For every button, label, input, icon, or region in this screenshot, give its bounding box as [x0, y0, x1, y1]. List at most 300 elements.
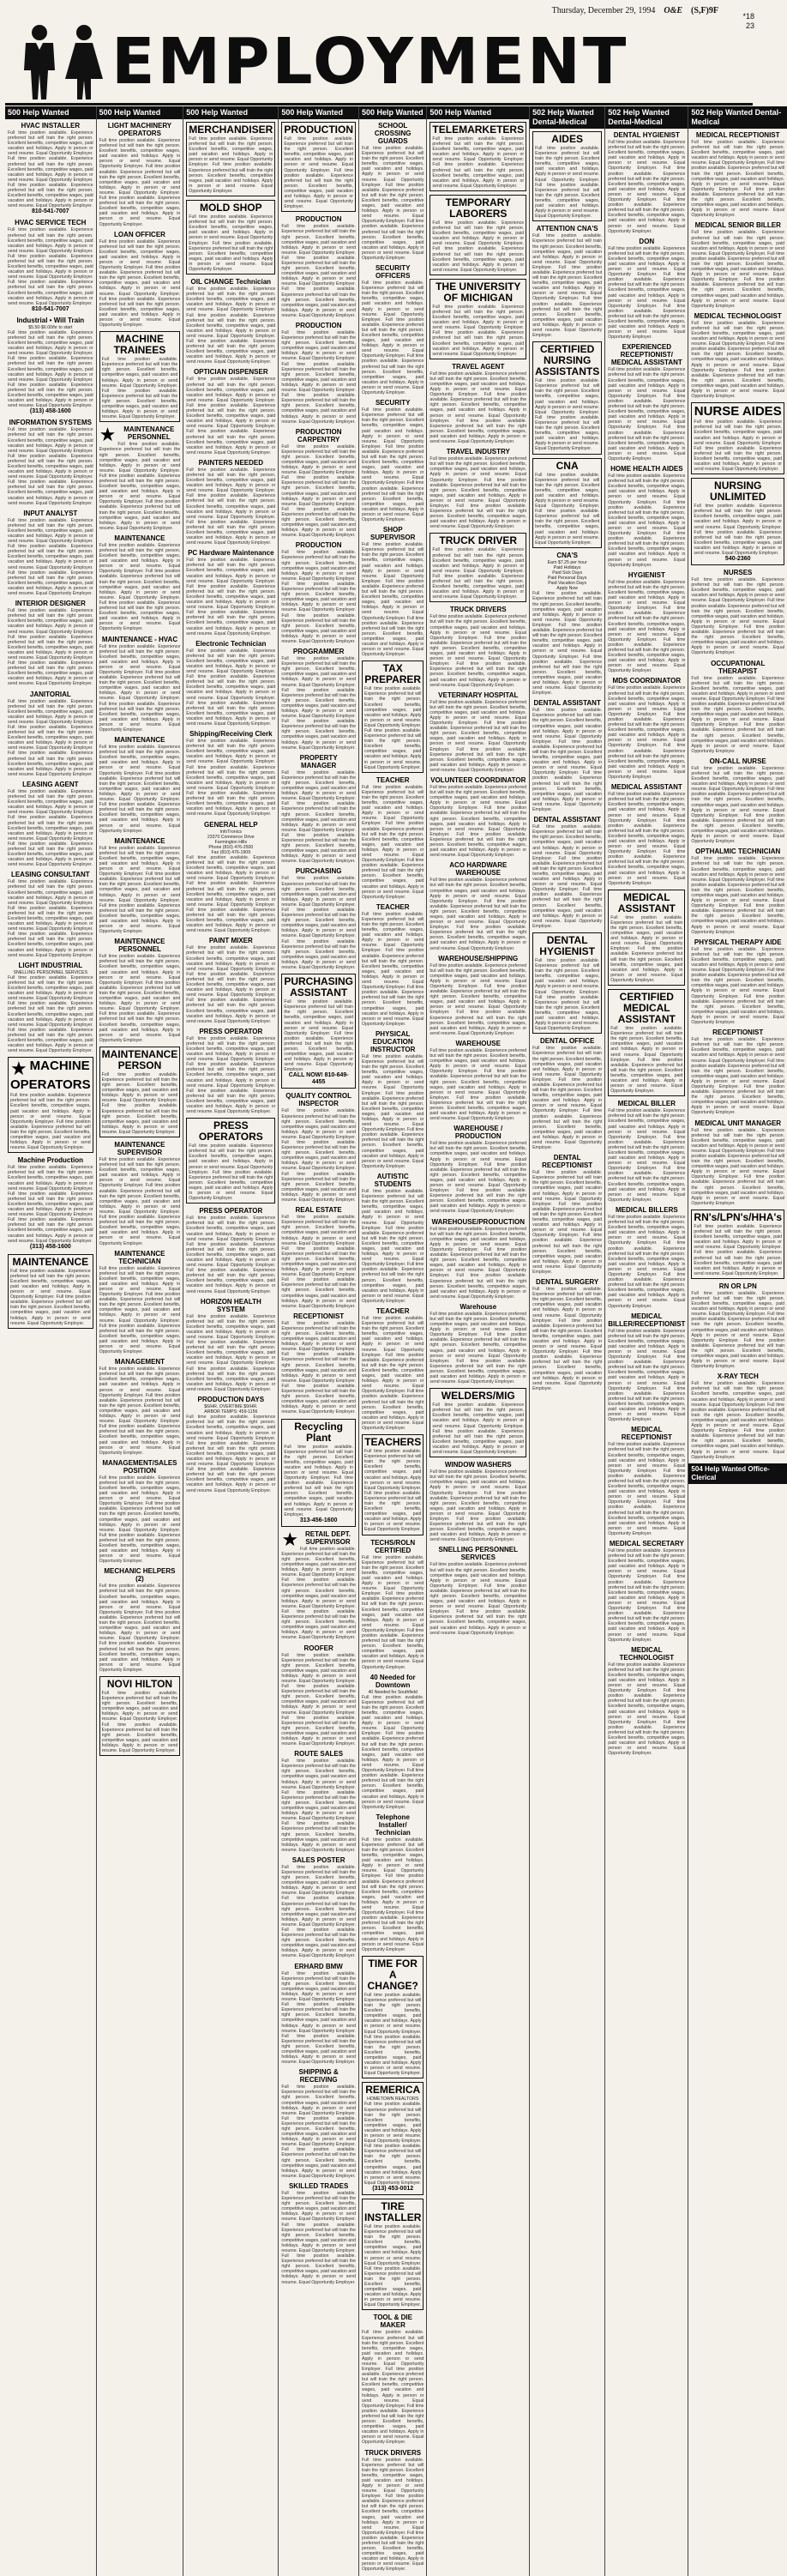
classified-ad	[691, 1372, 784, 1459]
ad-title: DENTAL OFFICE	[540, 1037, 595, 1046]
ad-body-text: Full time position available. Experience preferred but will train the right person. Excellent benefits, competitive wages, paid vacation and holidays. Apply in person or send resume. Equal Opportunity Employer. Full time position available. Experience preferred but will train the right person. Excellent benefits, competitive wages, paid vacation and holidays. Apply in person or send resume. Equal Opportunity Employer. Full time position available. Experience preferred but will train the right person. Excellent benefits, competitive wages, paid vacation and holidays. Apply in person or send resume. Equal Opportunity Employer.	[532, 1046, 603, 1151]
ad-body-text: Full time position available. Experience preferred but will train the right person. Excellent benefits, competitive wages, paid vacation and holidays. Apply in person or send resume. Equal Opportunity Employer. Full time position available. Experience preferred but will train the right person. Excellent benefits, competitive wages, paid vacation and holidays. Apply in person or send resume. Equal Opportunity Employer. Full time position available. Experience preferred but will train the right person. Excellent benefits, competitive wages, paid vacation and holidays. Apply in person or send resume. Equal Opportunity Employer.	[99, 442, 181, 531]
ad-title: PRODUCTION	[295, 541, 342, 550]
ad-body-text: Full time position available. Experience preferred but will train the right person. Excellent benefits, competitive wages, paid vacation and holidays. Apply in person or send resume. Equal Opportunity Employer. Full time position available. Experience preferred but will train the right person. Excellent benefits, competitive wages, paid vacation and holidays. Apply in person or send resume. Equal Opportunity Employer. Full time position available. Experience preferred but will train the right person. Excellent benefits, competitive wages, paid vacation and holidays. Apply in person or send resume. Equal Opportunity Employer.	[430, 456, 527, 530]
ad-body-text: Full time position available. Experience preferred but will train the right person. Excellent benefits, competitive wages, paid vacation and holidays. Apply in person or send resume. Equal Opportunity Employer. Full time position available. Experience preferred but will train the right person. Excellent benefits, competitive wages, paid vacation and holidays. Apply in person or send resume. Equal Opportunity Employer. Full time position available. Experience preferred but will train the right person. Excellent benefits, competitive wages, paid vacation and holidays. Apply in person or send resume. Equal Opportunity Employer.	[430, 614, 527, 688]
ad-title: SECURITY	[375, 399, 411, 407]
classified-ad	[99, 636, 181, 733]
ad-title: RECEPTIONIST	[712, 1029, 764, 1037]
classified-ad	[99, 1459, 181, 1565]
ad-column	[426, 106, 529, 2576]
ad-title: MAINTENANCE	[114, 836, 165, 845]
classified-ad	[430, 955, 526, 1036]
ad-title: WAREHOUSE / PRODUCTION	[454, 1125, 503, 1141]
ad-title: PAINT MIXER	[208, 937, 253, 945]
folio-date: Thursday, December 29, 1994	[551, 5, 656, 15]
classified-ad	[281, 2068, 356, 2179]
ad-title: OIL CHANGE Technician	[190, 278, 272, 287]
ad-title: TECHS/ROLN CERTIFIED	[370, 1538, 416, 1554]
ad-body-text: Full time position available. Experience preferred but will train the right person. Excellent benefits, competitive wages, paid vacation and holidays. Apply in person or send resume. Equal Opportunity Employer. Full time position available. Experience preferred but will train the right person. Excellent benefits, competitive wages, paid vacation and holidays. Apply in person or send resume. Equal Opportunity Employer. Full time position available. Experience preferred but will train the right person. Excellent benefits, competitive wages, paid vacation and holidays. Apply in person or send resume. Equal Opportunity Employer.	[532, 591, 603, 697]
ad-title: ACO HARDWARE WAREHOUSE	[449, 861, 508, 878]
ad-body-text: Full time position available. Experience preferred but will train the right person. Excellent benefits, competitive wages, paid vacation and holidays. Apply in person or send resume. Equal Opportunity Employer. Full time position available. Experience preferred but will train the right person. Excellent benefits, competitive wages, paid vacation and holidays. Apply in person or send resume. Equal Opportunity Employer. Full time position available. Experience preferred but will train the right person. Excellent benefits, competitive wages, paid vacation and holidays. Apply in person or send resume. Equal Opportunity Employer.	[8, 517, 93, 597]
corner-mark: *18	[742, 12, 754, 21]
star-icon: ★	[10, 1058, 27, 1080]
classified-ad	[8, 510, 93, 596]
classified-ad	[691, 938, 784, 1025]
classified-ad	[186, 549, 275, 636]
ad-title: LEASING CONSULTANT	[10, 871, 90, 879]
classified-columns	[5, 106, 785, 2573]
classified-ad	[608, 890, 685, 986]
ad-body-text: Full time position available. Experience preferred but will train the right person. Excellent benefits, competitive wages, paid vacation and holidays. Apply in person or send resume. Equal Opportunity Employer. Full time position available. Experience preferred but will train the right person. Excellent benefits, competitive wages, paid vacation and holidays. Apply in person or send resume. Equal Opportunity Employer. Full time position available. Experience preferred but will train the right person. Excellent benefits, competitive wages, paid vacation and holidays. Apply in person or send resume. Equal Opportunity Employer.	[281, 330, 356, 425]
classified-ad	[362, 903, 424, 1027]
column-heading: 502 Help Wanted Dental-Medical	[688, 106, 787, 129]
classified-ad	[532, 341, 602, 454]
ad-title: MOLD SHOP	[199, 202, 262, 214]
classified-ad	[430, 1546, 526, 1635]
ad-title: RN's/LPN's/HHA's	[694, 1210, 783, 1223]
ad-body-text: Full time position available. Experience preferred but will train the right person. Excellent benefits, competitive wages, paid vacation and holidays. Apply in person or send resume. Equal Opportunity Employer. Full time position available. Experience preferred but will train the right person. Excellent benefits, competitive wages, paid vacation and holidays. Apply in person or send resume. Equal Opportunity Employer. Full time position available. Experience preferred but will train the right person. Excellent benefits, competitive wages, paid vacation and holidays. Apply in person or send resume. Equal Opportunity Employer.	[361, 1554, 424, 1670]
classified-ad	[430, 606, 526, 687]
classified-ad	[281, 122, 356, 212]
ad-title: QUALITY CONTROL INSPECTOR	[285, 1092, 352, 1108]
ad-column	[604, 106, 688, 2576]
classified-ad	[281, 1092, 356, 1203]
ad-body-text: Full time position available. Experience preferred but will train the right person. Excellent benefits, competitive wages, paid vacation and holidays. Apply in person or send resume. Equal Opportunity Employer. Full time position available. Experience preferred but will train the right person. Excellent benefits, competitive wages, paid vacation and holidays. Apply in person or send resume. Equal Opportunity Employer. Full time position available. Experience preferred but will train the right person. Excellent benefits, competitive wages, paid vacation and holidays. Apply in person or send resume. Equal Opportunity Employer.	[186, 648, 276, 727]
ad-body-text: Full time position available. Experience preferred but will train the right person. Excellent benefits, competitive wages, paid vacation and holidays. Apply in person or send resume. Equal Opportunity Employer. Full time position available. Experience preferred but will train the right person. Excellent benefits, competitive wages, paid vacation and holidays. Apply in person or send resume. Equal Opportunity Employer. Full time position available. Experience preferred but will train the right person. Excellent benefits, competitive wages, paid vacation and holidays. Apply in person or send resume. Equal Opportunity Employer.	[608, 792, 686, 886]
ad-body-text: Full time position available. Experience preferred but will train the right person. Excellent benefits, competitive wages, paid vacation and holidays. Apply in person or send resume. Equal Opportunity Employer. Full time position available. Experience preferred but will train the right person. Excellent benefits, competitive wages, paid vacation and holidays. Apply in person or send resume. Equal Opportunity Employer. Full time position available. Experience preferred but will train the right person. Excellent benefits, competitive wages, paid vacation and holidays. Apply in person or send resume. Equal Opportunity Employer.	[430, 878, 527, 951]
ad-title: PHYSICAL EDUCATION INSTRUCTOR	[370, 1029, 416, 1053]
column-heading: 500 Help Wanted	[279, 106, 358, 119]
ad-title: TEACHER	[375, 902, 410, 911]
classified-ad	[608, 1426, 685, 1536]
classified-ad	[362, 122, 424, 261]
classified-ad	[362, 399, 424, 522]
ad-body-text: Full time position available. Experience preferred but will train the right person. Excellent benefits, competitive wages, paid vacation and holidays. Apply in person or send resume. Equal Opportunity Employer. Full time position available. Experience preferred but will train the right person. Excellent benefits, competitive wages, paid vacation and holidays. Apply in person or send resume. Equal Opportunity Employer. Full time position available. Experience preferred but will train the right person. Excellent benefits, competitive wages, paid vacation and holidays. Apply in person or send resume. Equal Opportunity Employer.	[361, 1053, 424, 1169]
classified-ad	[430, 279, 526, 359]
ad-body-text: Full time position available. Experience preferred but will train the right person. Excellent benefits, competitive wages, paid vacation and holidays. Apply in person or send resume. Equal Opportunity Employer. Full time position available. Experience preferred but will train the right person. Excellent benefits, competitive wages, paid vacation and holidays. Apply in person or send resume. Equal Opportunity Employer.	[10, 1093, 91, 1151]
classified-ad	[281, 541, 356, 644]
classified-ad	[186, 1298, 275, 1392]
ad-line: Paid Vacation Days	[548, 581, 587, 587]
ad-title: SKILLED TRADES	[288, 2181, 349, 2190]
ad-body-text: Full time position available. Experience preferred but will train the right person. Excellent benefits, competitive wages, paid vacation and holidays. Apply in person or send resume. Equal Opportunity Employer. Full time position available. Experience preferred but will train the right person. Excellent benefits, competitive wages, paid vacation and holidays. Apply in person or send resume. Equal Opportunity Employer. Full time position available. Experience preferred but will train the right person. Excellent benefits, competitive wages, paid vacation and holidays. Apply in person or send resume. Equal Opportunity Employer.	[532, 233, 603, 339]
ad-title: PRODUCTION	[295, 215, 342, 224]
ad-title: MEDICAL UNIT MANAGER	[694, 1119, 782, 1127]
ad-title: ATTENTION CNA'S	[536, 225, 598, 233]
classified-ad	[608, 131, 685, 234]
ad-title: PRODUCTION	[284, 124, 353, 136]
classified-ad	[430, 1388, 526, 1457]
ad-body-text: Full time position available. Experience preferred but will train the right person. Excellent benefits, competitive wages, paid vacation and holidays. Apply in person or send resume. Equal Opportunity Employer. Full time position available. Experience preferred but will train the right person. Excellent benefits, competitive wages, paid vacation and holidays. Apply in person or send resume. Equal Opportunity Employer. Full time position available. Experience preferred but will train the right person. Excellent benefits, competitive wages, paid vacation and holidays. Apply in person or send resume. Equal Opportunity Employer.	[99, 1584, 181, 1673]
classified-ad	[430, 861, 526, 950]
ad-body-text: Full time position available. Experience preferred but will train the right person. Excellent benefits, competitive wages, paid vacation and holidays. Apply in person or send resume. Equal Opportunity Employer. Full time position available. Experience preferred but will train the right person. Excellent benefits, competitive wages, paid vacation and holidays. Apply in person or send resume. Equal Opportunity Employer. Full time position available. Experience preferred but will train the right person. Excellent benefits, competitive wages, paid vacation and holidays. Apply in person or send resume. Equal Opportunity Employer.	[430, 1311, 527, 1385]
folio-section-code: (S,F)9F	[691, 5, 718, 15]
ad-body-text: Full time position available. Experience preferred but will train the right person. Excellent benefits, competitive wages, paid vacation and holidays. Apply in person or send resume. Equal Opportunity Employer. Full time position available. Experience preferred but will train the right person. Excellent benefits, competitive wages, paid vacation and holidays. Apply in person or send resume. Equal Opportunity Employer. Full time position available. Experience preferred but will train the right person. Excellent benefits, competitive wages, paid vacation and holidays. Apply in person or send resume. Equal Opportunity Employer.	[691, 946, 785, 1026]
classified-ad	[362, 1434, 424, 1535]
classified-ad	[608, 1540, 685, 1643]
ad-title: TRUCK DRIVERS	[364, 2448, 422, 2457]
ad-body-text: Full time position available. Experience preferred but will train the right person. Excellent benefits, competitive wages, paid vacation and holidays. Apply in person or send resume. Equal Opportunity Employer. Full time position available. Experience preferred but will train the right person. Excellent benefits, competitive wages, paid vacation and holidays. Apply in person or send resume. Equal Opportunity Employer. Full time position available. Experience preferred but will train the right person. Excellent benefits, competitive wages, paid vacation and holidays. Apply in person or send resume. Equal Opportunity Employer.	[361, 784, 424, 900]
ad-title: CNA'S	[556, 551, 578, 559]
ad-body-text: Full time position available. Experience preferred but will train the right person. Excellent benefits, competitive wages, paid vacation and holidays. Apply in person or send resume. Equal Opportunity Employer. Full time position available. Experience preferred but will train the right person. Excellent benefits, competitive wages, paid vacation and holidays. Apply in person or send resume. Equal Opportunity Employer. Full time position available. Experience preferred but will train the right person. Excellent benefits, competitive wages, paid vacation and holidays. Apply in person or send resume. Equal Opportunity Employer.	[608, 245, 686, 341]
classified-ad	[362, 2199, 424, 2311]
ad-body-text: Full time position available. Experience preferred but will train the right person. Excellent benefits, competitive wages, paid vacation and holidays. Apply in person or send resume. Equal Opportunity Employer. Full time position available. Experience preferred but will train the right person. Excellent benefits, competitive wages, paid vacation and holidays. Apply in person or send resume. Equal Opportunity Employer. Full time position available. Experience preferred but will train the right person. Excellent benefits, competitive wages, paid vacation and holidays. Apply in person or send resume. Equal Opportunity Employer.	[430, 1226, 527, 1300]
ad-body-text: Full time position available. Experience preferred but will train the right person. Excellent benefits, competitive wages, paid vacation and holidays. Apply in person or send resume. Equal Opportunity Employer. Full time position available. Experience preferred but will train the right person. Excellent benefits, competitive wages, paid vacation and holidays. Apply in person or send resume. Equal Opportunity Employer. Full time position available. Experience preferred but will train the right person. Excellent benefits, competitive wages, paid vacation and holidays. Apply in person or send resume. Equal Opportunity Employer.	[608, 1548, 686, 1643]
classified-ad	[281, 648, 356, 751]
classified-ad	[8, 219, 93, 312]
ad-title: DENTAL ASSISTANT	[533, 816, 601, 824]
classified-ad	[281, 215, 356, 318]
classified-ad	[362, 1813, 424, 1952]
ad-body-text: Full time position available. Experience preferred but will train the right person. Excellent benefits, competitive wages, paid vacation and holidays. Apply in person or send resume. Equal Opportunity Employer. Full time position available. Experience preferred but will train the right person. Excellent benefits, competitive wages, paid vacation and holidays. Apply in person or send resume. Equal Opportunity Employer. Full time position available. Experience preferred but will train the right person. Excellent benefits, competitive wages, paid vacation and holidays. Apply in person or send resume. Equal Opportunity Employer.	[691, 577, 785, 656]
ad-title: MEDICAL BILLER	[617, 1100, 676, 1108]
ad-title: NURSING UNLIMITED	[710, 480, 766, 504]
ad-column	[358, 106, 426, 2576]
ad-body-text: Full time position available. Experience preferred but will train the right person. Excellent benefits, competitive wages, paid vacation and holidays. Apply in person or send resume. Equal Opportunity Employer. Full time position available. Experience preferred but will train the right person. Excellent benefits, competitive wages, paid vacation and holidays. Apply in person or send resume. Equal Opportunity Employer.	[101, 1690, 178, 1753]
ad-body-text: Full time position available. Experience preferred but will train the right person. Excellent benefits, competitive wages, paid vacation and holidays. Apply in person or send resume. Equal Opportunity Employer. Full time position available. Experience preferred but will train the right person. Excellent benefits, competitive wages, paid vacation and holidays. Apply in person or send resume. Equal Opportunity Employer.	[284, 136, 353, 210]
ad-body-text: Full time position available. Experience preferred but will train the right person. Excellent benefits, competitive wages, paid vacation and holidays. Apply in person or send resume. Equal Opportunity Employer. Full time position available. Experience preferred but will train the right person. Excellent benefits, competitive wages, paid vacation and holidays. Apply in person or send resume. Equal Opportunity Employer. Full time position available. Experience preferred but will train the right person. Excellent benefits, competitive wages, paid vacation and holidays. Apply in person or send resume. Equal Opportunity Employer.	[8, 608, 93, 687]
ad-title: TEACHER	[375, 775, 410, 784]
classified-ad	[691, 312, 784, 399]
ad-title: TRAVEL INDUSTRY	[446, 448, 510, 456]
ad-title: PRODUCTION	[295, 322, 342, 329]
ad-title: SHOP SUPERVISOR	[370, 526, 416, 542]
ad-body-text: Full time position available. Experience preferred but will train the right person. Excellent benefits, competitive wages, paid vacation and holidays. Apply in person or send resume. Equal Opportunity Employer. Full time position available. Experience preferred but will train the right person. Excellent benefits, competitive wages, paid vacation and holidays. Apply in person or send resume. Equal Opportunity Employer. Full time position available. Experience preferred but will train the right person. Excellent benefits, competitive wages, paid vacation and holidays. Apply in person or send resume. Equal Opportunity Employer.	[691, 856, 785, 935]
column-heading: 502 Help Wanted Dental-Medical	[530, 106, 604, 129]
ad-title: PAINTERS NEEDED	[198, 458, 264, 467]
classified-ad	[99, 1358, 181, 1456]
ad-body-text: Full time position available. Experience preferred but will train the right person. Excellent benefits, competitive wages, paid vacation and holidays. Apply in person or send resume. Equal Opportunity Employer. Full time position available. Experience preferred but will train the right person. Excellent benefits, competitive wages, paid vacation and holidays. Apply in person or send resume. Equal Opportunity Employer.	[101, 357, 178, 420]
ad-title: RN OR LPN	[718, 1282, 757, 1290]
classified-ad	[281, 1530, 356, 1641]
classified-ad	[362, 2449, 424, 2573]
classified-ad	[532, 932, 602, 1034]
ad-title: X-RAY TECH	[717, 1372, 759, 1381]
ad-phone: 810-541-7007	[32, 208, 69, 215]
ad-line: Paid Holidays	[553, 564, 581, 570]
ad-body-text: Full time position available. Experience preferred but will train the right person. Excellent benefits, competitive wages, paid vacation and holidays. Apply in person or send resume. Equal Opportunity Employer. Full time position available. Experience preferred but will train the right person. Excellent benefits, competitive wages, paid vacation and holidays. Apply in person or send resume. Equal Opportunity Employer. Full time position available. Experience preferred but will train the right person. Excellent benefits, competitive wages, paid vacation and holidays. Apply in person or send resume. Equal Opportunity Employer.	[608, 1214, 686, 1309]
ad-body-text: Full time position available. Experience preferred but will train the right person. Excellent benefits, competitive wages, paid vacation and holidays. Apply in person or send resume. Equal Opportunity Employer. Full time position available. Experience preferred but will train the right person. Excellent benefits, competitive wages, paid vacation and holidays. Apply in person or send resume. Equal Opportunity Employer.	[694, 504, 783, 556]
ad-title: MAINTENANCE TECHNICIAN	[114, 1249, 165, 1265]
ad-title: INTERIOR DESIGNER	[15, 600, 86, 608]
classified-ad	[608, 465, 685, 568]
ad-body-text: Full time position available. Experience preferred but will train the right person. Excellent benefits, competitive wages, paid vacation and holidays. Apply in person or send resume. Equal Opportunity Employer. Full time position available. Experience preferred but will train the right person. Excellent benefits, competitive wages, paid vacation and holidays. Apply in person or send resume. Equal Opportunity Employer.	[363, 686, 422, 770]
ad-title: HVAC SERVICE TECH	[15, 219, 87, 227]
ad-title: MEDICAL ASSISTANT	[617, 890, 676, 914]
ad-title: ROOFER	[303, 1644, 333, 1652]
ad-title: MANAGEMENT/SALES POSITION	[102, 1458, 177, 1475]
ad-title: TRAVEL AGENT	[452, 362, 505, 371]
ad-body-text: Full time position available. Experience preferred but will train the right person. Excellent benefits, competitive wages, paid vacation and holidays. Apply in person or send resume. Equal Opportunity Employer. Full time position available. Experience preferred but will train the right person. Excellent benefits, competitive wages, paid vacation and holidays. Apply in person or send resume. Equal Opportunity Employer. Full time position available. Experience preferred but will train the right person. Excellent benefits, competitive wages, paid vacation and holidays. Apply in person or send resume. Equal Opportunity Employer.	[691, 1037, 785, 1116]
ad-title: MERCHANDISER	[189, 124, 273, 136]
masthead	[5, 17, 753, 103]
ad-title: Machine Production	[17, 1156, 84, 1165]
star-icon: ★	[99, 424, 117, 446]
classified-ad	[281, 428, 356, 539]
ad-body-text: Full time position available. Experience preferred but will train the right person. Excellent benefits, competitive wages, paid vacation and holidays. Apply in person or send resume. Equal Opportunity Employer. Full time position available. Experience preferred but will train the right person. Excellent benefits, competitive wages, paid vacation and holidays. Apply in person or send resume. Equal Opportunity Employer.	[432, 1403, 525, 1456]
ad-title: CERTIFIED NURSING ASSISTANTS	[535, 343, 600, 378]
ad-body-text: Full time position available. Experience preferred but will train the right person. Excellent benefits, competitive wages, paid vacation and holidays. Apply in person or send resume. Equal Opportunity Employer. Full time position available. Experience preferred but will train the right person. Excellent benefits, competitive wages, paid vacation and holidays. Apply in person or send resume. Equal Opportunity Employer. Full time position available. Experience preferred but will train the right person. Excellent benefits, competitive wages, paid vacation and holidays. Apply in person or send resume. Equal Opportunity Employer.	[361, 1316, 424, 1431]
ad-title: CERTIFIED MEDICAL ASSISTANT	[617, 991, 676, 1026]
ad-line: Apply Now	[556, 586, 579, 592]
ad-title: MAINTENANCE	[114, 736, 165, 745]
ad-body-text: Full time position available. Experience preferred but will train the right person. Excellent benefits, competitive wages, paid vacation and holidays. Apply in person or send resume. Equal Opportunity Employer. Full time position available. Experience preferred but will train the right person. Excellent benefits, competitive wages, paid vacation and holidays. Apply in person or send resume. Equal Opportunity Employer. Full time position available. Experience preferred but will train the right person. Excellent benefits, competitive wages, paid vacation and holidays. Apply in person or send resume. Equal Opportunity Employer.	[691, 765, 785, 845]
ad-title: Telephone Installer/ Technician	[375, 1813, 411, 1837]
ad-body-text: Full time position available. Experience preferred but will train the right person. Excellent benefits, competitive wages, paid vacation and holidays. Apply in person or send resume. Equal Opportunity Employer. Full time position available. Experience preferred but will train the right person. Excellent benefits, competitive wages, paid vacation and holidays. Apply in person or send resume. Equal Opportunity Employer. Full time position available. Experience preferred but will train the right person. Excellent benefits, competitive wages, paid vacation and holidays. Apply in person or send resume. Equal Opportunity Employer.	[430, 1047, 527, 1122]
classified-ad	[186, 1396, 275, 1493]
ad-body-text: Full time position available. Experience preferred but will train the right person. Excellent benefits, competitive wages, paid vacation and holidays. Apply in person or send resume. Equal Opportunity Employer. Full time position available. Experience preferred but will train the right person. Excellent benefits, competitive wages, paid vacation and holidays. Apply in person or send resume. Equal Opportunity Employer. Full time position available. Experience preferred but will train the right person. Excellent benefits, competitive wages, paid vacation and holidays. Apply in person or send resume. Equal Opportunity Employer.	[691, 1381, 785, 1460]
ad-body-text: Full time position available. Experience preferred but will train the right person. Excellent benefits, competitive wages, paid vacation and holidays. Apply in person or send resume. Equal Opportunity Employer. Full time position available. Experience preferred but will train the right person. Excellent benefits, competitive wages, paid vacation and holidays. Apply in person or send resume. Equal Opportunity Employer. Full time position available. Experience preferred but will train the right person. Excellent benefits, competitive wages, paid vacation and holidays. Apply in person or send resume. Equal Opportunity Employer.	[361, 146, 424, 261]
classified-ad	[430, 1040, 526, 1121]
ad-body-text: Full time position available. Experience preferred but will train the right person. Excellent benefits, competitive wages, paid vacation and holidays. Apply in person or send resume. Equal Opportunity Employer. Full time position available. Experience preferred but will train the right person. Excellent benefits, competitive wages, paid vacation and holidays. Apply in person or send resume. Equal Opportunity Employer.	[363, 1992, 422, 2077]
ad-body-text: Full time position available. Experience preferred but will train the right person. Excellent benefits, competitive wages, paid vacation and holidays. Apply in person or send resume. Equal Opportunity Employer. Full time position available. Experience preferred but will train the right person. Excellent benefits, competitive wages, paid vacation and holidays. Apply in person or send resume. Equal Opportunity Employer.	[694, 419, 783, 473]
classified-ad	[281, 1206, 356, 1309]
ad-title: PRODUCTION DAYS	[197, 1396, 265, 1404]
ad-title: DENTAL RECEPTIONIST	[542, 1154, 593, 1170]
ad-body-text: Full time position available. Experience preferred but will train the right person. Excellent benefits, competitive wages, paid vacation and holidays. Apply in person or send resume. Equal Opportunity Employer. Full time position available. Experience preferred but will train the right person. Excellent benefits, competitive wages, paid vacation and holidays. Apply in person or send resume. Equal Opportunity Employer. Full time position available. Experience preferred but will train the right person. Excellent benefits, competitive wages, paid vacation and holidays. Apply in person or send resume. Equal Opportunity Employer.	[186, 558, 276, 636]
ad-body-text: Full time position available. Experience preferred but will train the right person. Excellent benefits, competitive wages, paid vacation and holidays. Apply in person or send resume. Equal Opportunity Employer. Full time position available. Experience preferred but will train the right person. Excellent benefits, competitive wages, paid vacation and holidays. Apply in person or send resume. Equal Opportunity Employer. Full time position available. Experience preferred but will train the right person. Excellent benefits, competitive wages, paid vacation and holidays. Apply in person or send resume. Equal Opportunity Employer.	[281, 1546, 356, 1641]
classified-ad	[186, 1028, 275, 1114]
classified-ad	[362, 1539, 424, 1670]
ad-body-text: Full time position available. Experience preferred but will train the right person. Excellent benefits, competitive wages, paid vacation and holidays. Apply in person or send resume. Equal Opportunity Employer. Full time position available. Experience preferred but will train the right person. Excellent benefits, competitive wages, paid vacation and holidays. Apply in person or send resume. Equal Opportunity Employer. Full time position available. Experience preferred but will train the right person. Excellent benefits, competitive wages, paid vacation and holidays. Apply in person or send resume. Equal Opportunity Employer.	[281, 1970, 356, 2066]
ad-line: Farmington Hills	[214, 839, 248, 845]
ad-column	[5, 106, 96, 2576]
classified-ad	[608, 571, 685, 674]
ad-title: RECEPTIONIST	[293, 1312, 345, 1320]
column-heading: 500 Help Wanted	[359, 106, 426, 119]
ad-line: 23370 Commerce Drive	[207, 834, 255, 840]
ad-body-text: Full time position available. Experience preferred but will train the right person. Excellent benefits, competitive wages, paid vacation and holidays. Apply in person or send resume. Equal Opportunity Employer. Full time position available. Experience preferred but will train the right person. Excellent benefits, competitive wages, paid vacation and holidays. Apply in person or send resume. Equal Opportunity Employer. Full time position available. Experience preferred but will train the right person. Excellent benefits, competitive wages, paid vacation and holidays. Apply in person or send resume. Equal Opportunity Employer.	[281, 769, 356, 865]
classified-ad	[691, 660, 784, 754]
ad-body-text: Full time position available. Experience preferred but will train the right person. Excellent benefits, competitive wages, paid vacation and holidays. Apply in person or send resume. Equal Opportunity Employer. Full time position available. Experience preferred but will train the right person. Excellent benefits, competitive wages, paid vacation and holidays. Apply in person or send resume. Equal Opportunity Employer. Full time position available. Experience preferred but will train the right person. Excellent benefits, competitive wages, paid vacation and holidays. Apply in person or send resume. Equal Opportunity Employer.	[99, 1475, 181, 1565]
classified-ad	[186, 730, 275, 817]
ad-body-text: Full time position available. Experience preferred but will train the right person. Excellent benefits, competitive wages, paid vacation and holidays. Apply in person or send resume. Equal Opportunity Employer. Full time position available. Experience preferred but will train the right person. Excellent benefits, competitive wages, paid vacation and holidays. Apply in person or send resume. Equal Opportunity Employer. Full time position available. Experience preferred but will train the right person. Excellent benefits, competitive wages, paid vacation and holidays. Apply in person or send resume. Equal Opportunity Employer.	[281, 1864, 356, 1959]
classified-ad	[186, 368, 275, 455]
ad-body-text: Full time position available. Experience preferred but will train the right person. Excellent benefits, competitive wages, paid vacation and holidays. Apply in person or send resume. Equal Opportunity Employer. Full time position available. Experience preferred but will train the right person. Excellent benefits, competitive wages, paid vacation and holidays. Apply in person or send resume. Equal Opportunity Employer. Full time position available. Experience preferred but will train the right person. Excellent benefits, competitive wages, paid vacation and holidays. Apply in person or send resume. Equal Opportunity Employer.	[8, 788, 93, 868]
classified-ad	[691, 1282, 784, 1369]
ad-body-text: Full time position available. Experience preferred but will train the right person. Excellent benefits, competitive wages, paid vacation and holidays. Apply in person or send resume. Equal Opportunity Employer. Full time position available. Experience preferred but will train the right person. Excellent benefits, competitive wages, paid vacation and holidays. Apply in person or send resume. Equal Opportunity Employer. Full time position available. Experience preferred but will train the right person. Excellent benefits, competitive wages, paid vacation and holidays. Apply in person or send resume. Equal Opportunity Employer.	[608, 474, 686, 568]
classified-ad	[532, 131, 602, 221]
classified-ad	[430, 1461, 526, 1542]
classified-ad	[8, 691, 93, 777]
classified-ad	[532, 1154, 602, 1275]
ad-column	[183, 106, 278, 2576]
ad-body-text: Full time position available. Experience preferred but will train the right person. Excellent benefits, competitive wages, paid vacation and holidays. Apply in person or send resume. Equal Opportunity Employer. Full time position available. Experience preferred but will train the right person. Excellent benefits, competitive wages, paid vacation and holidays. Apply in person or send resume. Equal Opportunity Employer. Full time position available. Experience preferred but will train the right person. Excellent benefits, competitive wages, paid vacation and holidays. Apply in person or send resume. Equal Opportunity Employer.	[361, 1188, 424, 1304]
ad-title: MAINTENANCE PERSON	[101, 1047, 178, 1071]
ad-title: MEDICAL SECRETARY	[609, 1540, 684, 1547]
ad-body-text: Full time position available. Experience preferred but will train the right person. Excellent benefits, competitive wages, paid vacation and holidays. Apply in person or send resume. Equal Opportunity Employer. Full time position available. Experience preferred but will train the right person. Excellent benefits, competitive wages, paid vacation and holidays. Apply in person or send resume. Equal Opportunity Employer. Full time position available. Experience preferred but will train the right person. Excellent benefits, competitive wages, paid vacation and holidays. Apply in person or send resume. Equal Opportunity Employer.	[186, 377, 276, 455]
ad-body-text: Full time position available. Experience preferred but will train the right person. Excellent benefits, competitive wages, paid vacation and holidays. Apply in person or send resume. Equal Opportunity Employer. Full time position available. Experience preferred but will train the right person. Excellent benefits, competitive wages, paid vacation and holidays. Apply in person or send resume. Equal Opportunity Employer. Full time position available. Experience preferred but will train the right person. Excellent benefits, competitive wages, paid vacation and holidays. Apply in person or send resume. Equal Opportunity Employer.	[281, 1108, 356, 1204]
classified-ad	[691, 848, 784, 934]
ad-title: MDS COORDINATOR	[612, 677, 682, 685]
classified-ad	[430, 691, 526, 773]
ad-body-text: Full time position available. Experience preferred but will train the right person. Excellent benefits, competitive wages, paid vacation and holidays. Apply in person or send resume. Equal Opportunity Employer. Full time position available. Experience preferred but will train the right person. Excellent benefits, competitive wages, paid vacation and holidays. Apply in person or send resume. Equal Opportunity Employer. Full time position available. Experience preferred but will train the right person. Excellent benefits, competitive wages, paid vacation and holidays. Apply in person or send resume. Equal Opportunity Employer.	[361, 281, 424, 396]
ad-title: HYGIENIST	[628, 570, 665, 579]
ad-title: OCCUPATIONAL THERAPIST	[711, 659, 766, 675]
classified-ad	[99, 1141, 181, 1246]
ad-body-text: Full time position available. Experience preferred but will train the right person. Excellent benefits, competitive wages, paid vacation and holidays. Apply in person or send resume. Equal Opportunity Employer. Full time position available. Experience preferred but will train the right person. Excellent benefits, competitive wages, paid vacation and holidays. Apply in person or send resume. Equal Opportunity Employer. Full time position available. Experience preferred but will train the right person. Excellent benefits, competitive wages, paid vacation and holidays. Apply in person or send resume. Equal Opportunity Employer.	[281, 656, 356, 751]
ad-title: NURSES	[724, 569, 753, 577]
classified-ad	[8, 781, 93, 867]
ad-title: WELDERS/MIG	[441, 1390, 515, 1403]
ad-body-text: Full time position available. Experience preferred but will train the right person. Excellent benefits, competitive wages, paid vacation and holidays. Apply in person or send resume. Equal Opportunity Employer. Full time position available. Experience preferred but will train the right person. Excellent benefits, competitive wages, paid vacation and holidays. Apply in person or send resume. Equal Opportunity Employer. Full time position available. Experience preferred but will train the right person. Excellent benefits, competitive wages, paid vacation and holidays. Apply in person or send resume. Equal Opportunity Employer.	[430, 1469, 527, 1543]
ad-title: VETERINARY HOSPITAL	[438, 691, 519, 699]
classified-ad	[608, 1312, 685, 1423]
ad-title: MEDICAL RECEPTIONIST	[621, 1426, 672, 1442]
ad-line: SNELLING PERSONNEL SERVICES	[13, 969, 88, 975]
column-heading: 500 Help Wanted	[427, 106, 529, 119]
classified-ad	[608, 989, 685, 1096]
ad-title: NOVI HILTON	[106, 1677, 173, 1690]
ad-line: HOMETOWN REALTORS	[367, 2096, 419, 2102]
classified-ad	[608, 1646, 685, 1757]
ad-body-text: Full time position available. Experience preferred but will train the right person. Excellent benefits, competitive wages, paid vacation and holidays. Apply in person or send resume. Equal Opportunity Employer. Full time position available. Experience preferred but will train the right person. Excellent benefits, competitive wages, paid vacation and holidays. Apply in person or send resume. Equal Opportunity Employer. Full time position available. Experience preferred but will train the right person. Excellent benefits, competitive wages, paid vacation and holidays. Apply in person or send resume. Equal Opportunity Employer.	[430, 699, 527, 773]
ad-body-text: Full time position available. Experience preferred but will train the right person. Excellent benefits, competitive wages, paid vacation and holidays. Apply in person or send resume. Equal Opportunity Employer. Full time position available. Experience preferred but will train the right person. Excellent benefits, competitive wages, paid vacation and holidays. Apply in person or send resume. Equal Opportunity Employer. Full time position available. Experience preferred but will train the right person. Excellent benefits, competitive wages, paid vacation and holidays. Apply in person or send resume. Equal Opportunity Employer.	[691, 675, 785, 754]
ad-title: WINDOW WASHERS	[444, 1461, 512, 1469]
ad-body-text: Full time position available. Experience preferred but will train the right person. Excellent benefits, competitive wages, paid vacation and holidays. Apply in person or send resume. Equal Opportunity Employer. Full time position available. Experience preferred but will train the right person. Excellent benefits, competitive wages, paid vacation and holidays. Apply in person or send resume. Equal Opportunity Employer. Full time position available. Experience preferred but will train the right person. Excellent benefits, competitive wages, paid vacation and holidays. Apply in person or send resume. Equal Opportunity Employer.	[532, 1170, 603, 1275]
classified-ad	[8, 317, 93, 416]
ad-line: Phone (810) 476-2500	[208, 844, 254, 850]
ad-phone: (313) 453-0012	[372, 2185, 414, 2192]
classified-ad	[8, 419, 93, 505]
classified-ad	[99, 231, 181, 329]
ad-title: TEMPORARY LABORERS	[445, 196, 511, 220]
ad-title: TIME FOR A CHANGE?	[367, 1957, 418, 1992]
ad-body-text: Full time position available. Experience preferred but will train the right person. Excellent benefits, competitive wages, paid vacation and holidays. Apply in person or send resume. Equal Opportunity Employer. Full time position available. Experience preferred but will train the right person. Excellent benefits, competitive wages, paid vacation and holidays. Apply in person or send resume. Equal Opportunity Employer. Full time position available. Experience preferred but will train the right person. Excellent benefits, competitive wages, paid vacation and holidays. Apply in person or send resume. Equal Opportunity Employer.	[430, 1562, 527, 1636]
ad-body-text: Full time position available. Experience preferred but will train the right person. Excellent benefits, competitive wages, paid vacation and holidays. Apply in person or send resume. Equal Opportunity Employer. Full time position available. Experience preferred but will train the right person. Excellent benefits, competitive wages, paid vacation and holidays. Apply in person or send resume. Equal Opportunity Employer.	[189, 1143, 273, 1202]
classified-ad	[186, 122, 275, 196]
classified-ad	[99, 1250, 181, 1355]
ad-title: 40 Needed for Downtown	[369, 1673, 416, 1689]
classified-ad	[186, 821, 275, 934]
classified-ad	[608, 783, 685, 886]
ad-title: PRESS OPERATORS	[198, 1119, 263, 1143]
classified-ad	[8, 600, 93, 686]
ad-title: MAINTENANCE PERSONNEL	[123, 425, 175, 442]
ad-body-text: Full time position available. Experience preferred but will train the right person. Excellent benefits, competitive wages, paid vacation and holidays. Apply in person or send resume. Equal Opportunity Employer. Full time position available. Experience preferred but will train the right person. Excellent benefits, competitive wages, paid vacation and holidays. Apply in person or send resume. Equal Opportunity Employer. Full time position available. Experience preferred but will train the right person. Excellent benefits, competitive wages, paid vacation and holidays. Apply in person or send resume. Equal Opportunity Employer.	[281, 224, 356, 318]
ad-body-text: Full time position available. Experience preferred but will train the right person. Excellent benefits, competitive wages, paid vacation and holidays. Apply in person or send resume. Equal Opportunity Employer. Full time position available. Experience preferred but will train the right person. Excellent benefits, competitive wages, paid vacation and holidays. Apply in person or send resume. Equal Opportunity Employer. Full time position available. Experience preferred but will train the right person. Excellent benefits, competitive wages, paid vacation and holidays. Apply in person or send resume. Equal Opportunity Employer.	[8, 130, 93, 209]
ad-line: $5.50-$6.00/hr to start	[28, 324, 73, 330]
ad-line: 40 Needed for Southfield	[368, 1689, 418, 1695]
classified-ad	[281, 1963, 356, 2066]
ad-title: PROPERTY MANAGER	[299, 753, 338, 769]
ad-body-text: Full time position available. Experience preferred but will train the right person. Excellent benefits, competitive wages, paid vacation and holidays. Apply in person or send resume. Equal Opportunity Employer. Full time position available. Experience preferred but will train the right person. Excellent benefits, competitive wages, paid vacation and holidays. Apply in person or send resume. Equal Opportunity Employer. Full time position available. Experience preferred but will train the right person. Excellent benefits, competitive wages, paid vacation and holidays. Apply in person or send resume. Equal Opportunity Employer.	[8, 698, 93, 777]
ad-title: Shipping/Receiving Clerk	[189, 730, 273, 739]
ad-column	[278, 106, 358, 2576]
ad-body-text: Full time position available. Experience preferred but will train the right person. Excellent benefits, competitive wages, paid vacation and holidays. Apply in person or send resume. Equal Opportunity Employer. Full time position available. Experience preferred but will train the right person. Excellent benefits, competitive wages, paid vacation and holidays. Apply in person or send resume. Equal Opportunity Employer.	[363, 2223, 422, 2308]
ad-title: EXPERIENCED RECEPTIONIST/ MEDICAL ASSISTANT	[610, 343, 682, 367]
ad-title: MACHINE OPERATORS	[10, 1059, 91, 1093]
ad-title: DENTAL HYGIENIST	[613, 131, 680, 139]
star-icon: ★	[281, 1528, 299, 1550]
classified-ad	[186, 278, 275, 365]
ad-body-text: Full time position available. Experience preferred but will train the right person. Excellent benefits, competitive wages, paid vacation and holidays. Apply in person or send resume. Equal Opportunity Employer. Full time position available. Experience preferred but will train the right person. Excellent benefits, competitive wages, paid vacation and holidays. Apply in person or send resume. Equal Opportunity Employer. Full time position available. Experience preferred but will train the right person. Excellent benefits, competitive wages, paid vacation and holidays. Apply in person or send resume. Equal Opportunity Employer.	[186, 739, 276, 817]
classified-ad	[430, 1303, 526, 1385]
ad-title: HORIZON HEALTH SYSTEM	[200, 1297, 261, 1313]
ad-body-text: Full time position available. Experience preferred but will train the right person. Excellent benefits, competitive wages, paid vacation and holidays. Apply in person or send resume. Equal Opportunity Employer. Full time position available. Experience preferred but will train the right person. Excellent benefits, competitive wages, paid vacation and holidays. Apply in person or send resume. Equal Opportunity Employer. Full time position available. Experience preferred but will train the right person. Excellent benefits, competitive wages, paid vacation and holidays. Apply in person or send resume. Equal Opportunity Employer.	[532, 708, 603, 813]
ad-phone: CALL NOW! 810-649-4455	[288, 1072, 349, 1086]
ad-title: MAINTENANCE SUPERVISOR	[114, 1141, 165, 1156]
ad-body-text: Full time position available. Experience preferred but will train the right person. Excellent benefits, competitive wages, paid vacation and holidays. Apply in person or send resume. Equal Opportunity Employer. Full time position available. Experience preferred but will train the right person. Excellent benefits, competitive wages, paid vacation and holidays. Apply in person or send resume. Equal Opportunity Employer. Full time position available. Experience preferred but will train the right person. Excellent benefits, competitive wages, paid vacation and holidays. Apply in person or send resume. Equal Opportunity Employer.	[186, 945, 276, 1024]
ad-body-text: Full time position available. Experience preferred but will train the right person. Excellent benefits, competitive wages, paid vacation and holidays. Apply in person or send resume. Equal Opportunity Employer. Full time position available. Experience preferred but will train the right person. Excellent benefits, competitive wages, paid vacation and holidays. Apply in person or send resume. Equal Opportunity Employer. Full time position available. Experience preferred but will train the right person. Excellent benefits, competitive wages, paid vacation and holidays. Apply in person or send resume. Equal Opportunity Employer.	[691, 1127, 785, 1206]
ad-body-text: Full time position available. Experience preferred but will train the right person. Excellent benefits, competitive wages, paid vacation and holidays. Apply in person or send resume. Equal Opportunity Employer. Full time position available. Experience preferred but will train the right person. Excellent benefits, competitive wages, paid vacation and holidays. Apply in person or send resume. Equal Opportunity Employer.	[101, 1071, 178, 1135]
ad-body-text: Full time position available. Experience preferred but will train the right person. Excellent benefits, competitive wages, paid vacation and holidays. Apply in person or send resume. Equal Opportunity Employer. Full time position available. Experience preferred but will train the right person. Excellent benefits, competitive wages, paid vacation and holidays. Apply in person or send resume. Equal Opportunity Employer. Full time position available. Experience preferred but will train the right person. Excellent benefits, competitive wages, paid vacation and holidays. Apply in person or send resume. Equal Opportunity Employer.	[281, 1652, 356, 1747]
ad-body-text: Full time position available. Experience preferred but will train the right person. Excellent benefits, competitive wages, paid vacation and holidays. Apply in person or send resume. Equal Opportunity Employer. Full time position available. Experience preferred but will train the right person. Excellent benefits, competitive wages, paid vacation and holidays. Apply in person or send resume. Equal Opportunity Employer.	[432, 136, 525, 189]
ad-body-text: Full time position available. Experience preferred but will train the right person. Excellent benefits, competitive wages, paid vacation and holidays. Apply in person or send resume. Equal Opportunity Employer. Full time position available. Experience preferred but will train the right person. Excellent benefits, competitive wages, paid vacation and holidays. Apply in person or send resume. Equal Opportunity Employer.	[189, 136, 273, 194]
classified-ad	[691, 402, 784, 474]
ad-body-text: Full time position available. Experience preferred but will train the right person. Excellent benefits, competitive wages, paid vacation and holidays. Apply in person or send resume. Equal Opportunity Employer. Full time position available. Experience preferred but will train the right person. Excellent benefits, competitive wages, paid vacation and holidays. Apply in person or send resume. Equal Opportunity Employer. Full time position available. Experience preferred but will train the right person. Excellent benefits, competitive wages, paid vacation and holidays. Apply in person or send resume. Equal Opportunity Employer.	[361, 1837, 424, 1952]
column-heading: 500 Help Wanted	[97, 106, 183, 119]
classified-ad	[430, 195, 526, 275]
classified-ad	[186, 200, 275, 274]
section-title: EMPLOYMENT	[111, 25, 629, 99]
ad-body-text: Full time position available. Experience preferred but will train the right person. Excellent benefits, competitive wages, paid vacation and holidays. Apply in person or send resume. Equal Opportunity Employer. Full time position available. Experience preferred but will train the right person. Excellent benefits, competitive wages, paid vacation and holidays. Apply in person or send resume. Equal Opportunity Employer. Full time position available. Experience preferred but will train the right person. Excellent benefits, competitive wages, paid vacation and holidays. Apply in person or send resume. Equal Opportunity Employer.	[186, 1035, 276, 1115]
folio-line	[403, 3, 718, 17]
ad-body-text: Full time position available. Experience preferred but will train the right person. Excellent benefits, competitive wages, paid vacation and holidays. Apply in person or send resume. Equal Opportunity Employer. Full time position available. Experience preferred but will train the right person. Excellent benefits, competitive wages, paid vacation and holidays. Apply in person or send resume. Equal Opportunity Employer. Full time position available. Experience preferred but will train the right person. Excellent benefits, competitive wages, paid vacation and holidays. Apply in person or send resume. Equal Opportunity Employer.	[691, 230, 785, 309]
ad-title: Industrial • Will Train	[16, 316, 85, 324]
ad-body-text: Full time position available. Experience preferred but will train the right person. Excellent benefits, competitive wages, paid vacation and holidays. Apply in person or send resume. Equal Opportunity Employer. Full time position available. Experience preferred but will train the right person. Excellent benefits, competitive wages, paid vacation and holidays. Apply in person or send resume. Equal Opportunity Employer. Full time position available. Experience preferred but will train the right person. Excellent benefits, competitive wages, paid vacation and holidays. Apply in person or send resume. Equal Opportunity Employer.	[186, 1415, 276, 1493]
ad-phone: (313) 458-1600	[29, 1243, 71, 1250]
classified-ad	[430, 363, 526, 444]
ad-title: OPTHALMIC TECHNICIAN	[695, 848, 781, 856]
ad-title: INPUT ANALYST	[23, 509, 78, 517]
classified-ad	[281, 974, 356, 1089]
ad-body-text: Full time position available. Experience preferred but will train the right person. Excellent benefits, competitive wages, paid vacation and holidays. Apply in person or send resume. Equal Opportunity Employer. Full time position available. Experience preferred but will train the right person. Excellent benefits, competitive wages, paid vacation and holidays. Apply in person or send resume. Equal Opportunity Employer. Full time position available. Experience preferred but will train the right person. Excellent benefits, competitive wages, paid vacation and holidays. Apply in person or send resume. Equal Opportunity Employer.	[608, 1328, 686, 1423]
ad-body-text: Full time position available. Experience preferred but will train the right person. Excellent benefits, competitive wages, paid vacation and holidays. Apply in person or send resume. Equal Opportunity Employer. Full time position available. Experience preferred but will train the right person. Excellent benefits, competitive wages, paid vacation and holidays. Apply in person or send resume. Equal Opportunity Employer.	[535, 472, 600, 546]
ad-body-text: Full time position available. Experience preferred but will train the right person. Excellent benefits, competitive wages, paid vacation and holidays. Apply in person or send resume. Equal Opportunity Employer. Full time position available. Experience preferred but will train the right person. Excellent benefits, competitive wages, paid vacation and holidays. Apply in person or send resume. Equal Opportunity Employer.	[284, 1444, 353, 1517]
classified-ad	[608, 238, 685, 341]
ad-body-text: Full time position available. Experience preferred but will train the right person. Excellent benefits, competitive wages, paid vacation and holidays. Apply in person or send resume. Equal Opportunity Employer. Full time position available. Experience preferred but will train the right person. Excellent benefits, competitive wages, paid vacation and holidays. Apply in person or send resume. Equal Opportunity Employer. Full time position available. Experience preferred but will train the right person. Excellent benefits, competitive wages, paid vacation and holidays. Apply in person or send resume. Equal Opportunity Employer.	[608, 140, 686, 234]
ad-phone: 810-541-7007	[32, 305, 69, 312]
ad-body-text: Full time position available. Experience preferred but will train the right person. Excellent benefits, competitive wages, paid vacation and holidays. Apply in person or send resume. Equal Opportunity Employer. Full time position available. Experience preferred but will train the right person. Excellent benefits, competitive wages, paid vacation and holidays. Apply in person or send resume. Equal Opportunity Employer. Full time position available. Experience preferred but will train the right person. Excellent benefits, competitive wages, paid vacation and holidays. Apply in person or send resume. Equal Opportunity Employer.	[361, 542, 424, 658]
ad-title: LOAN OFFICER	[113, 230, 165, 238]
classified-ad	[186, 1207, 275, 1294]
classified-ad	[8, 1057, 93, 1153]
corner-mark: 23	[745, 21, 754, 30]
classified-ad	[608, 1206, 685, 1309]
ad-body-text: Full time position available. Experience preferred but will train the right person. Excellent benefits, competitive wages, paid vacation and holidays. Apply in person or send resume. Equal Opportunity Employer. Full time position available. Experience preferred but will train the right person. Excellent benefits, competitive wages, paid vacation and holidays. Apply in person or send resume. Equal Opportunity Employer. Full time position available. Experience preferred but will train the right person. Excellent benefits, competitive wages, paid vacation and holidays. Apply in person or send resume. Equal Opportunity Employer.	[186, 1313, 276, 1392]
ad-title: HOME HEALTH AIDES	[610, 465, 683, 474]
ad-title: MAINTENANCE	[12, 1255, 89, 1268]
classified-ad	[608, 677, 685, 780]
ad-line: $6/HR. OVERTIME $9/HR.	[204, 1404, 258, 1410]
masthead-rule	[5, 103, 753, 106]
ad-title: DON	[639, 237, 655, 245]
ad-body-text: Full time position available. Experience preferred but will train the right person. Excellent benefits, competitive wages, paid vacation and holidays. Apply in person or send resume. Equal Opportunity Employer. Full time position available. Experience preferred but will train the right person. Excellent benefits, competitive wages, paid vacation and holidays. Apply in person or send resume. Equal Opportunity Employer.	[10, 1268, 91, 1326]
classified-ad	[99, 331, 181, 422]
ad-line: Earn $7.25 per hour	[547, 559, 587, 565]
classified-ad	[8, 962, 93, 1054]
ad-title: MEDICAL BILLER/RECEPTIONIST	[608, 1312, 686, 1328]
ad-phone: 313-456-1600	[299, 1517, 338, 1523]
ad-body-text: Full time position available. Experience preferred but will train the right person. Excellent benefits, competitive wages, paid vacation and holidays. Apply in person or send resume. Equal Opportunity Employer. Full time position available. Experience preferred but will train the right person. Excellent benefits, competitive wages, paid vacation and holidays. Apply in person or send resume. Equal Opportunity Employer. Full time position available. Experience preferred but will train the right person. Excellent benefits, competitive wages, paid vacation and holidays. Apply in person or send resume. Equal Opportunity Employer.	[186, 287, 276, 365]
ad-body-text: Full time position available. Experience preferred but will train the right person. Excellent benefits, competitive wages, paid vacation and holidays. Apply in person or send resume. Equal Opportunity Employer. Full time position available. Experience preferred but will train the right person. Excellent benefits, competitive wages, paid vacation and holidays. Apply in person or send resume. Equal Opportunity Employer. Full time position available. Experience preferred but will train the right person. Excellent benefits, competitive wages, paid vacation and holidays. Apply in person or send resume. Equal Opportunity Employer.	[608, 685, 686, 781]
ad-body-text: Full time position available. Experience preferred but will train the right person. Excellent benefits, competitive wages, paid vacation and holidays. Apply in person or send resume. Equal Opportunity Employer. Full time position available. Experience preferred but will train the right person. Excellent benefits, competitive wages, paid vacation and holidays. Apply in person or send resume. Equal Opportunity Employer.	[432, 220, 525, 273]
ad-body-text: Full time position available. Experience preferred but will train the right person. Excellent benefits, competitive wages, paid vacation and holidays. Apply in person or send resume. Equal Opportunity Employer. Full time position available. Experience preferred but will train the right person. Excellent benefits, competitive wages, paid vacation and holidays. Apply in person or send resume. Equal Opportunity Employer. Full time position available. Experience preferred but will train the right person. Excellent benefits, competitive wages, paid vacation and holidays. Apply in person or send resume. Equal Opportunity Employer.	[608, 1108, 686, 1203]
ad-title: TRUCK DRIVERS	[449, 606, 507, 614]
ad-body-text: Full time position available. Experience preferred but will train the right person. Excellent benefits, competitive wages, paid vacation and holidays. Apply in person or send resume. Equal Opportunity Employer. Full time position available. Experience preferred but will train the right person. Excellent benefits, competitive wages, paid vacation and holidays. Apply in person or send resume. Equal Opportunity Employer.	[432, 547, 525, 600]
classified-ad	[362, 1307, 424, 1431]
ad-title: MEDICAL RECEPTIONIST	[695, 131, 780, 139]
ad-column	[529, 106, 604, 2576]
ad-body-text: Full time position available. Experience preferred but will train the right person. Excellent benefits, competitive wages, paid vacation and holidays. Apply in person or send resume. Equal Opportunity Employer. Full time position available. Experience preferred but will train the right person. Excellent benefits, competitive wages, paid vacation and holidays. Apply in person or send resume. Equal Opportunity Employer.	[610, 1026, 683, 1095]
column-subheading: 504 Help Wanted Office-Clerical	[688, 1463, 787, 1484]
ad-title: SHIPPING & RECEIVING	[298, 2068, 339, 2084]
ad-body-text: Full time position available. Experience preferred but will train the right person. Excellent benefits, competitive wages, paid vacation and holidays. Apply in person or send resume. Equal Opportunity Employer. Full time position available. Experience preferred but will train the right person. Excellent benefits, competitive wages, paid vacation and holidays. Apply in person or send resume. Equal Opportunity Employer. Full time position available. Experience preferred but will train the right person. Excellent benefits, competitive wages, paid vacation and holidays. Apply in person or send resume. Equal Opportunity Employer.	[361, 2457, 424, 2573]
ad-title: TOOL & DIE MAKER	[373, 2314, 412, 2330]
classified-ad	[8, 871, 93, 957]
